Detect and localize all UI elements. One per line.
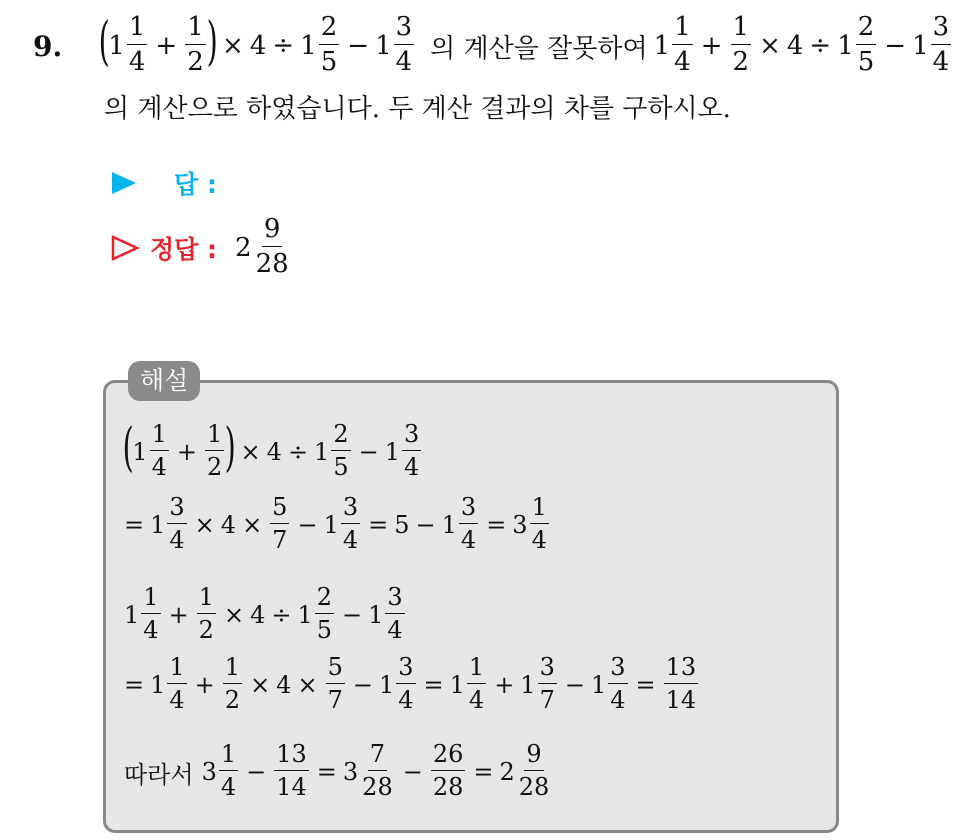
explanation-line-4: = 1 $\frac{1}{4}$ + $\frac{1}{2}$ × 4 × $\frac{5}{7}$ − 1 $\frac{3}{4}$ = 1 $\frac{1}{4}$ + 1 $\frac{3}{7}$ − 1 $\frac{3}{4}$ = $\frac{13}{14}$	[124, 652, 697, 714]
answer-label: 답 :	[174, 170, 217, 199]
question-number: 9.	[33, 30, 63, 63]
question-line-1: ( 1 $\frac{1}{4}$ + $\frac{1}{2}$ ) × 4 ÷ 1 $\frac{2}{5}$ − 1 $\frac{3}{4}$ 의 계산을 잘못하여 1 $\frac{1}{4}$ + $\frac{1}{2}$ × 4 ÷ 1 $\frac{2}{5}$ − 1 $\frac{3}{4}$	[98, 11, 950, 77]
explanation-line-5: 따라서 3 $\frac{1}{4}$ − $\frac{13}{14}$ = 3 $\frac{7}{28}$ − $\frac{26}{28}$ = 2 $\frac{9}{28}$	[124, 739, 550, 801]
outline-arrow-icon	[110, 234, 140, 262]
question-text-a: 의 계산을 잘못하여	[430, 33, 648, 64]
explanation-line-1: ( 1 $\frac{1}{4}$ + $\frac{1}{2}$ ) × 4 ÷ 1 $\frac{2}{5}$ − 1 $\frac{3}{4}$	[122, 418, 420, 481]
explanation-line-2: = 1 $\frac{3}{4}$ × 4 × $\frac{5}{7}$ − 1 $\frac{3}{4}$ = 5 − 1 $\frac{3}{4}$ = 3 $\frac{1}{4}$	[124, 492, 547, 554]
correct-value: 2 $\frac{9}{28}$	[235, 213, 289, 279]
expr-term: 1 $\frac{1}{4}$	[108, 11, 146, 77]
answer-row	[110, 165, 217, 201]
explanation-tag: 해설	[128, 361, 200, 401]
explanation-line-3: 1 $\frac{1}{4}$ + $\frac{1}{2}$ × 4 ÷ 1 $\frac{2}{5}$ − 1 $\frac{3}{4}$	[124, 582, 403, 644]
question-text-b: 의 계산으로 하였습니다. 두 계산 결과의 차를 구하시오.	[104, 94, 731, 124]
play-arrow-icon	[110, 170, 138, 196]
correct-answer-row	[110, 213, 293, 279]
correct-label: 정답 :	[150, 235, 218, 264]
conclusion-prefix: 따라서	[124, 760, 194, 789]
